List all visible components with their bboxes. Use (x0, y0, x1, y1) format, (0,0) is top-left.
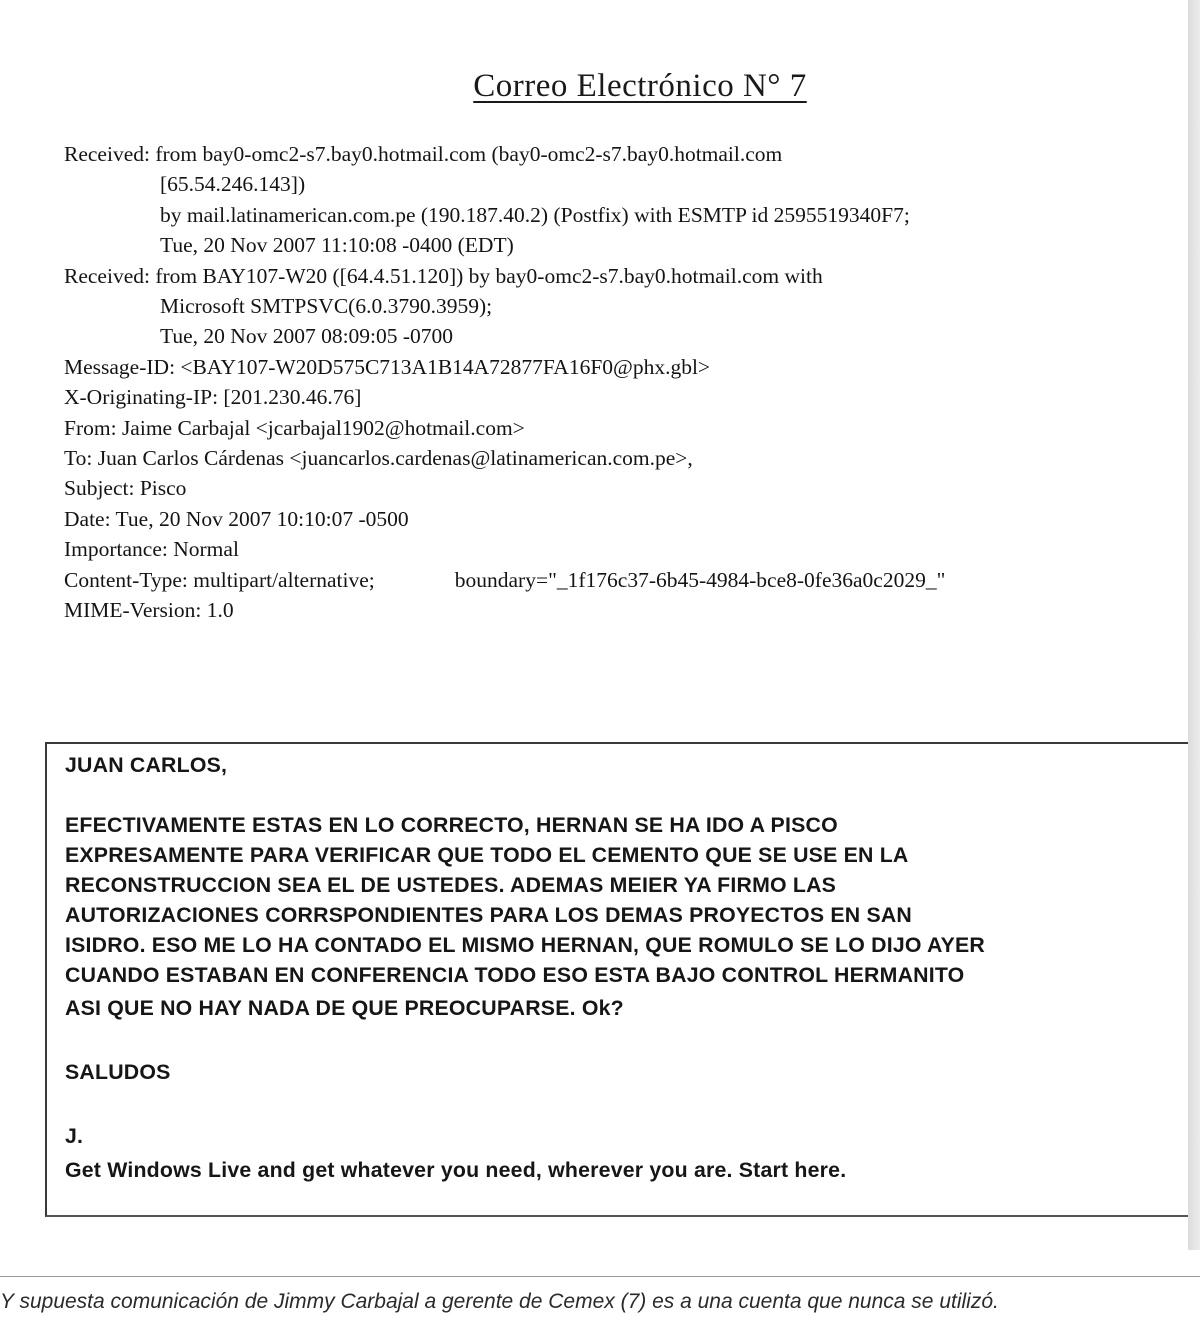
header-content-type (64, 565, 1174, 595)
image-caption: Y supuesta comunicación de Jimmy Carbajal a gerente de Cemex (7) es a una cuenta que nunca se utilizó. (0, 1290, 999, 1313)
message-line: AUTORIZACIONES CORRSPONDIENTES PARA LOS DEMAS PROYECTOS EN SAN (65, 903, 913, 927)
message-closing: SALUDOS (65, 1060, 171, 1084)
message-line: RECONSTRUCCION SEA EL DE USTEDES. ADEMAS MEIER YA FIRMO LAS (65, 873, 837, 897)
document-title-text: Correo Electrónico N° 7 (473, 68, 807, 104)
scan-edge-shadow (1188, 0, 1200, 1250)
header-line: by mail.latinamerican.com.pe (190.187.40.2) (Postfix) with ESMTP id 2595519340F7; (160, 202, 910, 227)
header-line: [65.54.246.143]) (160, 172, 306, 197)
message-body-box (45, 742, 1200, 1217)
content-type-label: Content-Type: multipart/alternative; (64, 567, 375, 592)
header-subject: Subject: Pisco (64, 476, 187, 501)
message-line: ASI QUE NO HAY NADA DE QUE PREOCUPARSE. Ok? (65, 996, 624, 1020)
caption-divider (0, 1276, 1200, 1277)
message-footer: Get Windows Live and get whatever you need, wherever you are. Start here. (65, 1158, 847, 1182)
message-body (65, 750, 1200, 1187)
document-title (0, 68, 1200, 105)
message-paragraph (65, 810, 1200, 1023)
message-line: EFECTIVAMENTE ESTAS EN LO CORRECTO, HERNAN SE HA IDO A PISCO (65, 813, 838, 837)
header-line: Tue, 20 Nov 2007 11:10:08 -0400 (EDT) (160, 233, 514, 258)
header-line: Tue, 20 Nov 2007 08:09:05 -0700 (160, 324, 454, 349)
message-signature: J. (65, 1124, 84, 1148)
header-line: Microsoft SMTPSVC(6.0.3790.3959); (160, 294, 493, 319)
header-line: Received: from bay0-omc2-s7.bay0.hotmail.com (bay0-omc2-s7.bay0.hotmail.com (64, 142, 783, 166)
header-line: Received: from BAY107-W20 ([64.4.51.120]) by bay0-omc2-s7.bay0.hotmail.com with (64, 263, 823, 288)
header-to: To: Juan Carlos Cárdenas <juancarlos.cardenas@latinamerican.com.pe>, (64, 446, 693, 471)
header-originating-ip: X-Originating-IP: [201.230.46.76] (64, 385, 362, 410)
header-from: From: Jaime Carbajal <jcarbajal1902@hotmail.com> (64, 415, 525, 440)
content-type-boundary: boundary="_1f176c37-6b45-4984-bce8-0fe36a0c2029_" (454, 567, 946, 592)
header-message-id: Message-ID: <BAY107-W20D575C713A1B14A72877FA16F0@phx.gbl> (64, 354, 711, 379)
header-date: Date: Tue, 20 Nov 2007 10:10:07 -0500 (64, 506, 409, 531)
message-line: CUANDO ESTABAN EN CONFERENCIA TODO ESO ESTA BAJO CONTROL HERMANITO (65, 963, 965, 987)
message-greeting: JUAN CARLOS, (65, 753, 228, 777)
message-line: ISIDRO. ESO ME LO HA CONTADO EL MISMO HERNAN, QUE ROMULO SE LO DIJO AYER (65, 933, 985, 957)
header-mime-version: MIME-Version: 1.0 (64, 598, 234, 623)
email-headers (64, 139, 1174, 626)
header-importance: Importance: Normal (64, 537, 239, 562)
message-line: EXPRESAMENTE PARA VERIFICAR QUE TODO EL CEMENTO QUE SE USE EN LA (65, 843, 909, 867)
